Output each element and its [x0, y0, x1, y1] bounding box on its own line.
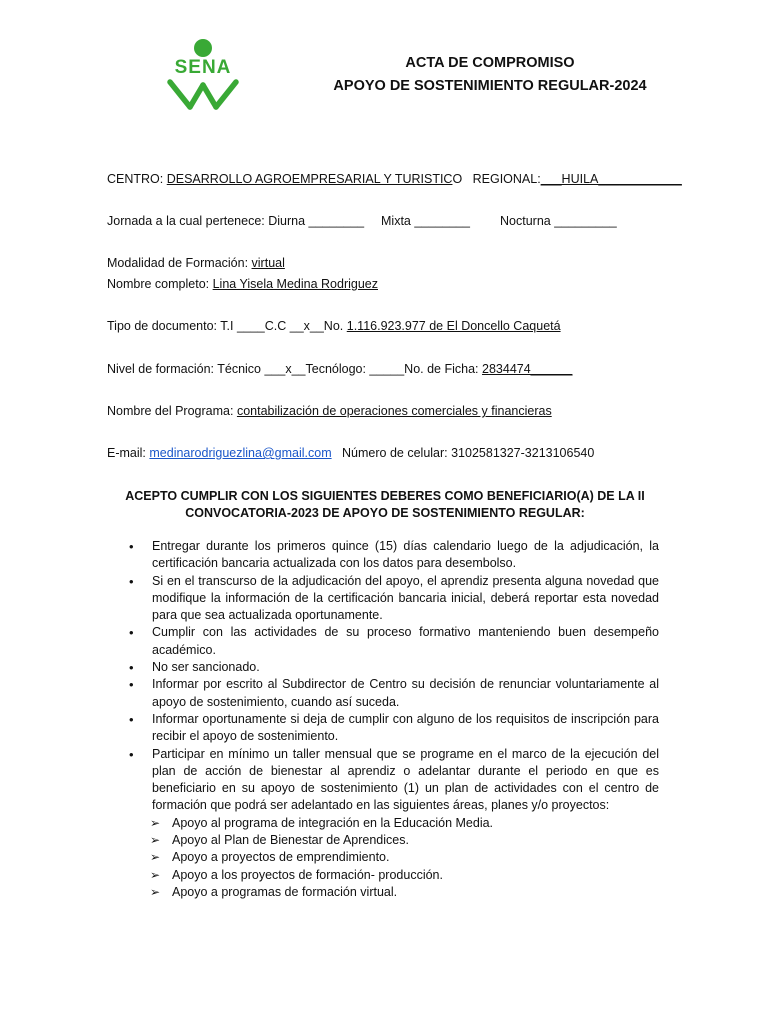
deber-item: • Participar en mínimo un taller mensual que se programe en el marco de la ejecución del plan de acción de bienestar al aprendiz o adelantar durante el periodo en que es beneficiario en su apoyo de sostenimiento (1) un plan de actividades con el centro de formación que podrá ser adelantado en las siguientes áreas, planes y/o proyectos: — [128, 746, 659, 815]
email-link[interactable]: medinarodriguezlina@gmail.com — [149, 446, 332, 460]
acepto-heading — [120, 488, 650, 522]
contact-row — [107, 446, 594, 460]
documento-value: 1.116.923.977 de El Doncello Caquetá — [346, 319, 561, 333]
document-subtitle: APOYO DE SOSTENIMIENTO REGULAR-2024 — [333, 78, 647, 94]
areas-list — [150, 815, 659, 901]
celular-field: Número de celular: 3102581327-3213106540 — [342, 446, 595, 460]
nocturna-field: Nocturna _________ — [500, 214, 617, 228]
modalidad-label: Modalidad de Formación: — [107, 256, 249, 270]
modalidad-row — [107, 256, 285, 270]
regional-label: REGIONAL: — [472, 172, 541, 186]
modalidad-value: virtual — [251, 256, 285, 270]
nombre-value: Lina Yisela Medina Rodriguez — [212, 277, 378, 291]
deber-item: • No ser sancionado. — [128, 659, 659, 676]
acepto-heading-line2: CONVOCATORIA-2023 DE APOYO DE SOSTENIMIENTO REGULAR: — [185, 506, 585, 520]
nombre-label: Nombre completo: — [107, 277, 210, 291]
tipo-documento-label: Tipo de documento: T.I ____C.C __x__No. — [107, 319, 344, 333]
programa-value: contabilización de operaciones comerciales y financieras — [236, 404, 552, 418]
centro-label: CENTRO: — [107, 172, 164, 186]
deber-item: • Informar por escrito al Subdirector de Centro su decisión de renunciar voluntariamente al apoyo de sostenimiento, cuando así suceda. — [128, 676, 659, 711]
area-item: ➢ Apoyo a los proyectos de formación- producción. — [150, 867, 659, 884]
centro-tail: O — [452, 172, 463, 186]
centro-row — [107, 172, 682, 186]
document-title: ACTA DE COMPROMISO — [405, 55, 575, 71]
area-item: ➢ Apoyo a proyectos de emprendimiento. — [150, 849, 659, 866]
acepto-heading-line1: ACEPTO CUMPLIR CON LOS SIGUIENTES DEBERES COMO BENEFICIARIO(A) DE LA II — [125, 489, 645, 503]
tipo-documento-row — [107, 319, 561, 333]
nombre-row — [107, 277, 378, 291]
ficha-value: 2834474______ — [482, 362, 573, 376]
deber-item: • Entregar durante los primeros quince (15) días calendario luego de la adjudicación, la certificación bancaria actualizada con los datos para desembolso. — [128, 538, 659, 573]
email-label: E-mail: — [107, 446, 146, 460]
programa-row — [107, 404, 552, 418]
mixta-field: Mixta ________ — [381, 214, 470, 228]
deber-item: • Cumplir con las actividades de su proceso formativo manteniendo buen desempeño académico. — [128, 624, 659, 659]
logo-text: SENA — [174, 57, 232, 78]
deber-item: • Informar oportunamente si deja de cumplir con alguno de los requisitos de inscripción para recibir el apoyo de sostenimiento. — [128, 711, 659, 746]
jornada-field: Jornada a la cual pertenece: Diurna ________ — [107, 214, 365, 228]
deberes-list — [128, 538, 659, 901]
area-item: ➢ Apoyo al programa de integración en la Educación Media. — [150, 815, 659, 832]
area-item: ➢ Apoyo a programas de formación virtual. — [150, 884, 659, 901]
regional-value: ___HUILA____________ — [540, 172, 682, 186]
sena-logo — [160, 37, 246, 111]
deber-item: • Si en el transcurso de la adjudicación del apoyo, el aprendiz presenta alguna novedad que modifique la información de la certificación bancaria inicial, deberá reportar esta novedad para que sea actualizada oportunamente. — [128, 573, 659, 625]
nivel-formacion-row — [107, 362, 572, 376]
centro-value: DESARROLLO AGROEMPRESARIAL Y TURISTIC — [166, 172, 453, 186]
area-item: ➢ Apoyo al Plan de Bienestar de Aprendices. — [150, 832, 659, 849]
sub-list-container — [128, 815, 659, 901]
nivel-formacion-label: Nivel de formación: Técnico ___x__Tecnólogo: _____No. de Ficha: — [107, 362, 479, 376]
programa-label: Nombre del Programa: — [107, 404, 234, 418]
